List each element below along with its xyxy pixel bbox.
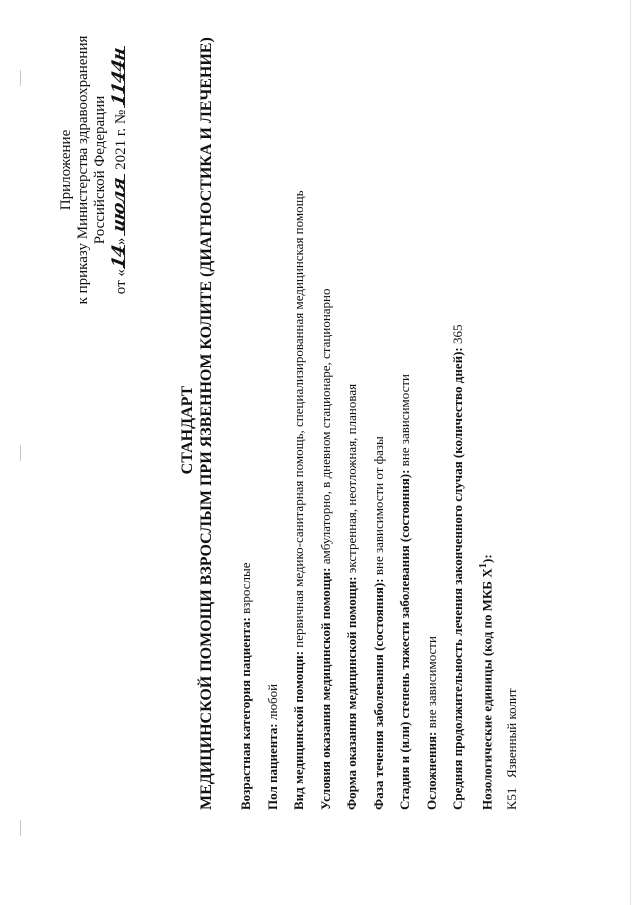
param-care-type xyxy=(291,190,307,810)
date-month-field xyxy=(109,174,129,236)
param-value: 365 xyxy=(450,324,465,348)
param-value: экстренная, неотложная, плановая xyxy=(344,383,359,577)
param-label: Возрастная категория пациента: xyxy=(238,617,253,810)
param-care-form xyxy=(344,384,360,810)
nosology-row xyxy=(504,688,520,810)
date-year: 2021 г. № xyxy=(113,109,129,170)
param-label: Условия оказания медицинской помощи: xyxy=(318,567,333,810)
handwritten-order-number: 1144н xyxy=(109,46,129,108)
param-value: любой xyxy=(265,683,280,724)
param-value: амбулаторно, в дневном стационаре, стационарно xyxy=(318,288,333,568)
icd-name: Язвенный колит xyxy=(504,688,519,778)
param-value: вне зависимости xyxy=(424,636,439,732)
param-care-conditions xyxy=(318,288,334,810)
param-label: Нозологические единицы (код по МКБ X xyxy=(479,568,495,810)
appendix-header xyxy=(58,20,130,320)
param-treatment-duration xyxy=(450,325,466,810)
date-day-field xyxy=(109,243,129,271)
param-patient-sex xyxy=(265,684,281,810)
param-label: Вид медицинской помощи: xyxy=(291,650,306,810)
handwritten-month: июля xyxy=(109,176,129,233)
document-title xyxy=(178,37,216,810)
appendix-date-line xyxy=(109,20,130,320)
appendix-order-line: к приказу Министерства здравоохранения xyxy=(75,35,91,305)
param-value: взрослые xyxy=(238,562,253,618)
param-label: Стадия и (или) степень тяжести заболевания (состояния): xyxy=(397,469,412,810)
param-value: первичная медико-санитарная помощь, специализированная медицинская помощь xyxy=(291,190,306,651)
param-value: вне зависимости xyxy=(397,374,412,470)
icd-code: K51 xyxy=(504,787,519,810)
standard-name: МЕДИЦИНСКОЙ ПОМОЩИ ВЗРОСЛЫМ ПРИ ЯЗВЕННОМ КОЛИТЕ (ДИАГНОСТИКА И ЛЕЧЕНИЕ) xyxy=(198,37,215,810)
order-number-field xyxy=(109,46,129,108)
footnote-marker: 1 xyxy=(477,562,489,569)
param-label: Средняя продолжительность лечения законченного случая (количество дней): xyxy=(450,347,465,810)
standard-title: СТАНДАРТ xyxy=(179,385,196,475)
param-label-end: ): xyxy=(479,554,495,563)
param-complications xyxy=(424,636,440,810)
param-label: Осложнения: xyxy=(424,731,439,810)
handwritten-day: 14 xyxy=(109,243,129,271)
appendix-title: Приложение xyxy=(58,129,74,211)
date-mid: » xyxy=(113,237,129,246)
param-label: Фаза течения заболевания (состояния): xyxy=(371,578,386,810)
date-prefix: от « xyxy=(113,269,129,295)
param-disease-phase xyxy=(371,436,387,810)
param-label: Форма оказания медицинской помощи: xyxy=(344,576,359,810)
appendix-ministry-line: Российской Федерации xyxy=(92,95,108,245)
param-nosological-units xyxy=(477,554,495,810)
param-label: Пол пациента: xyxy=(265,723,280,810)
param-age-category xyxy=(238,563,254,810)
param-value: вне зависимости от фазы xyxy=(371,436,386,579)
param-disease-stage xyxy=(397,374,413,810)
